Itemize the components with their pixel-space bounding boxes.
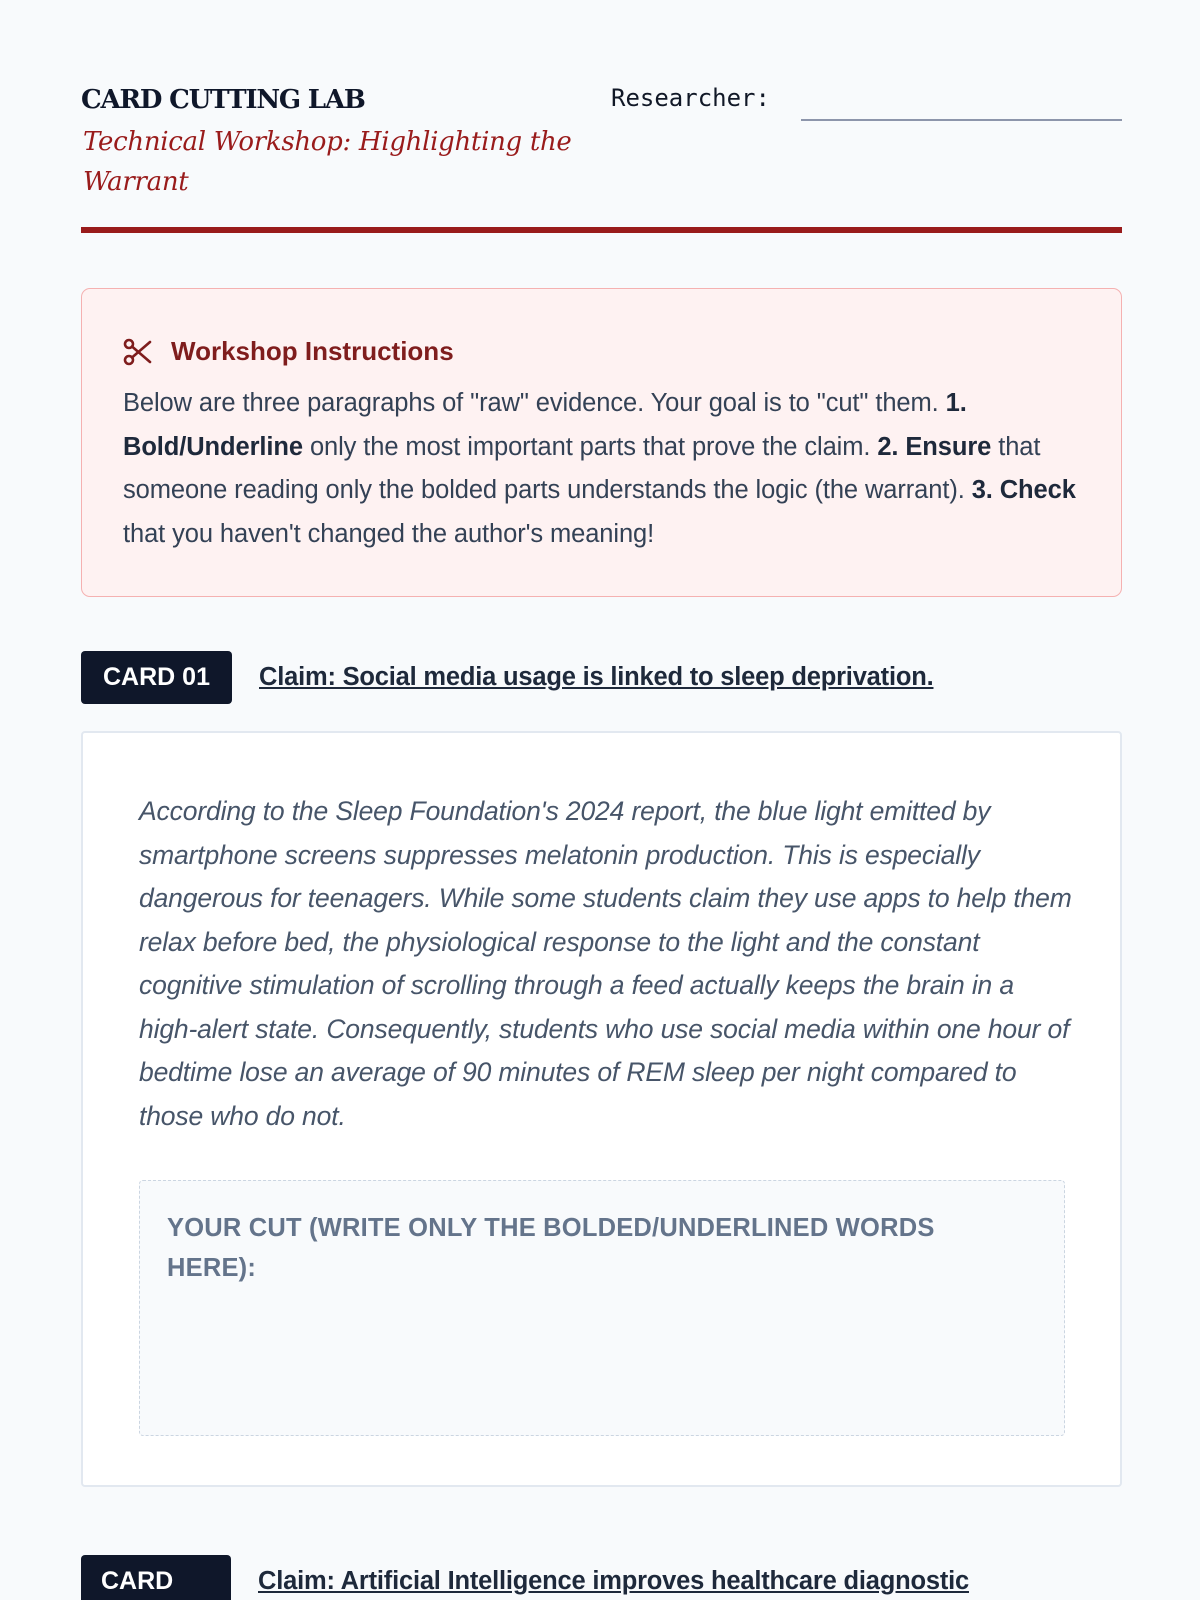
- instructions-text: only the most important parts that prove the claim.: [302, 432, 878, 461]
- evidence-card: [81, 731, 1122, 1487]
- card-header: [81, 1555, 1122, 1600]
- instructions-text: that someone reading only the bolded parts understands the logic (the warrant).: [123, 432, 1041, 504]
- instructions-panel: [81, 288, 1122, 597]
- card-claim: Claim: Social media usage is linked to sleep deprivation.: [259, 663, 934, 691]
- instructions-text: Below are three paragraphs of "raw" evidence. Your goal is to "cut" them.: [123, 389, 946, 417]
- instructions-step-3: 3. Check: [971, 476, 1076, 504]
- cut-input-area[interactable]: [139, 1180, 1065, 1436]
- evidence-text: According to the Sleep Foundation's 2024 report, the blue light emitted by smartphone screens suppresses melatonin production. This is especially dangerous for teenagers. While some students claim they use apps to help them relax before bed, the physiological response to the light and the constant cognitive stimulation of scrolling through a feed actually keeps the brain in a high-alert state. Consequently, students who use social media within one hour of bedtime lose an average of 90 minutes of REM sleep per night compared to those who do not.: [139, 796, 1072, 1131]
- cut-label: YOUR CUT (WRITE ONLY THE BOLDED/UNDERLINED WORDS HERE):: [167, 1214, 935, 1282]
- researcher-name-field[interactable]: [801, 119, 1122, 121]
- card-header: [81, 651, 1122, 705]
- page-title: CARD CUTTING LAB: [81, 85, 365, 115]
- page-header: [81, 60, 1122, 233]
- instructions-step-1: 1. Bold/Underline: [123, 389, 967, 461]
- instructions-text: that you haven't changed the author's meaning!: [123, 519, 655, 548]
- card-claim: Claim: Artificial Intelligence improves healthcare diagnostic: [258, 1567, 969, 1595]
- researcher-label: Researcher:: [611, 84, 770, 112]
- page-subtitle: Technical Workshop: Highlighting the Warrant: [83, 127, 572, 197]
- instructions-title: Workshop Instructions: [171, 336, 454, 366]
- instructions-step-2: 2. Ensure: [877, 432, 992, 461]
- card-badge: CARD: [81, 1555, 231, 1600]
- scissors-icon: [122, 336, 154, 368]
- card-badge: CARD 01: [81, 651, 232, 704]
- instructions-body: [123, 382, 1083, 556]
